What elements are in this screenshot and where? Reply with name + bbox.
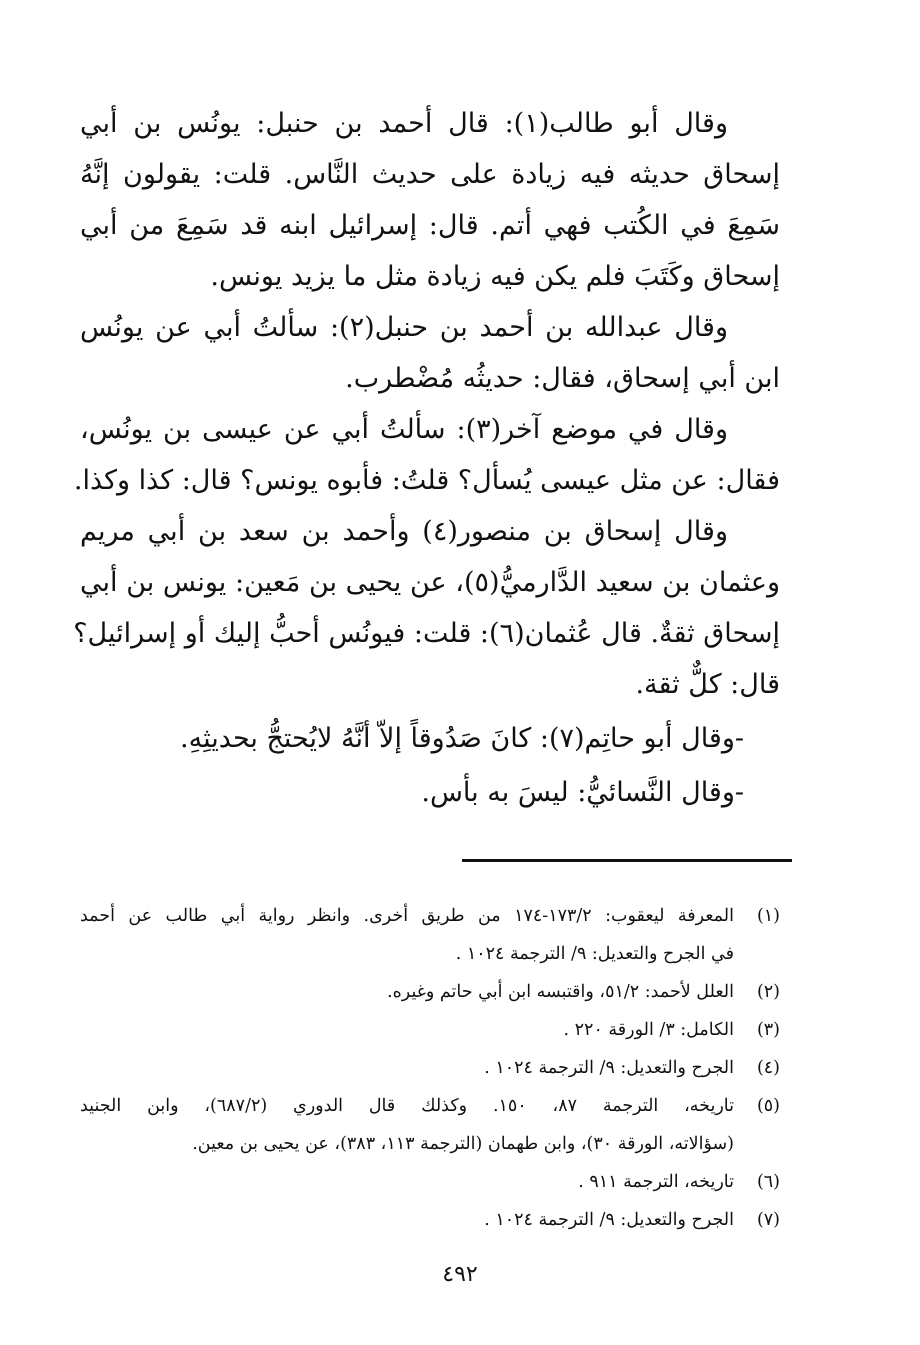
footnote-line: الجرح والتعديل: ٩/ الترجمة ١٠٢٤ . <box>484 1210 734 1230</box>
footnote-divider <box>462 859 792 862</box>
footnote-number: (٣) <box>756 1020 780 1040</box>
footnote-line: (سؤالاته، الورقة ٣٠)، وابن طهمان (الترجمة ١١٣، ٣٨٣)، عن يحيى بن معين. <box>192 1134 734 1154</box>
footnote <box>80 973 780 1011</box>
footnote-line: تاريخه، الترجمة ٩١١ . <box>578 1172 734 1192</box>
footnote-text <box>80 1201 734 1239</box>
footnote-text <box>80 1163 734 1201</box>
quote-line: -وقال النَّسائيُّ: ليسَ به بأس. <box>421 777 744 808</box>
footnote <box>80 1201 780 1239</box>
footnote-line: المعرفة ليعقوب: ١٧٣/٢-١٧٤ من طريق أخرى. وانظر رواية أبي طالب عن أحمد <box>80 906 734 926</box>
text-line: إسحاق حديثه فيه زيادة على حديث النَّاس. قلت: يقولون إنَّهُ <box>80 159 780 190</box>
added-quotes <box>80 712 780 820</box>
footnote <box>80 1087 780 1163</box>
text-line: وعثمان بن سعيد الدَّارميُّ(٥)، عن يحيى بن مَعين: يونس بن أبي <box>80 567 780 598</box>
footnote-text <box>80 897 734 973</box>
text-line: فقال: عن مثل عيسى يُسأل؟ قلتُ: فأبوه يونس؟ قال: كذا وكذا. <box>73 465 780 496</box>
text-line: إسحاق وكَتَبَ فلم يكن فيه زيادة مثل ما يزيد يونس. <box>210 261 780 292</box>
footnote-number: (٦) <box>756 1172 780 1192</box>
footnote-line: الجرح والتعديل: ٩/ الترجمة ١٠٢٤ . <box>484 1058 734 1078</box>
footnote-text <box>80 1087 734 1163</box>
text-line: إسحاق ثقةٌ. قال عُثمان(٦): قلت: فيونُس أحبُّ إليك أو إسرائيل؟ <box>73 618 780 649</box>
page-number: ٤٩٢ <box>442 1262 478 1287</box>
text-line: ابن أبي إسحاق، فقال: حديثُه مُضْطرب. <box>345 363 780 394</box>
text-line: قال: كلٌّ ثقة. <box>635 669 780 700</box>
footnote-text <box>80 973 734 1011</box>
footnote <box>80 897 780 973</box>
footnote-line: تاريخه، الترجمة ٨٧، ١٥٠. وكذلك قال الدوري (٦٨٧/٢)، وابن الجنيد <box>80 1096 734 1116</box>
quote-line: -وقال أبو حاتِم(٧): كانَ صَدُوقاً إلاّ أنَّهُ لايُحتجُّ بحديثِهِ. <box>180 723 744 754</box>
footnotes <box>80 897 780 1239</box>
footnote <box>80 1049 780 1087</box>
text-line: سَمِعَ في الكُتب فهي أتم. قال: إسرائيل ابنه قد سَمِعَ من أبي <box>80 210 780 241</box>
text-line: وقال إسحاق بن منصور(٤) وأحمد بن سعد بن أبي مريم <box>80 516 728 547</box>
footnote <box>80 1163 780 1201</box>
footnote-number: (١) <box>756 906 780 926</box>
text-line: وقال في موضع آخر(٣): سألتُ أبي عن عيسى بن يونُس، <box>80 414 728 445</box>
text-line: وقال عبدالله بن أحمد بن حنبل(٢): سألتُ أبي عن يونُس <box>80 312 728 343</box>
footnote-line: العلل لأحمد: ٥١/٢، واقتبسه ابن أبي حاتم وغيره. <box>387 982 734 1002</box>
footnote-text <box>80 1049 734 1087</box>
footnote-text <box>80 1011 734 1049</box>
footnote-number: (٢) <box>756 982 780 1002</box>
footnote <box>80 1011 780 1049</box>
main-text <box>73 98 780 820</box>
footnote-number: (٧) <box>756 1210 780 1230</box>
footnote-number: (٥) <box>756 1096 780 1116</box>
footnote-line: الكامل: ٣/ الورقة ٢٢٠ . <box>563 1020 734 1040</box>
text-line: وقال أبو طالب(١): قال أحمد بن حنبل: يونُس بن أبي <box>80 108 728 139</box>
footnote-line: في الجرح والتعديل: ٩/ الترجمة ١٠٢٤ . <box>455 944 734 964</box>
footnote-number: (٤) <box>756 1058 780 1078</box>
